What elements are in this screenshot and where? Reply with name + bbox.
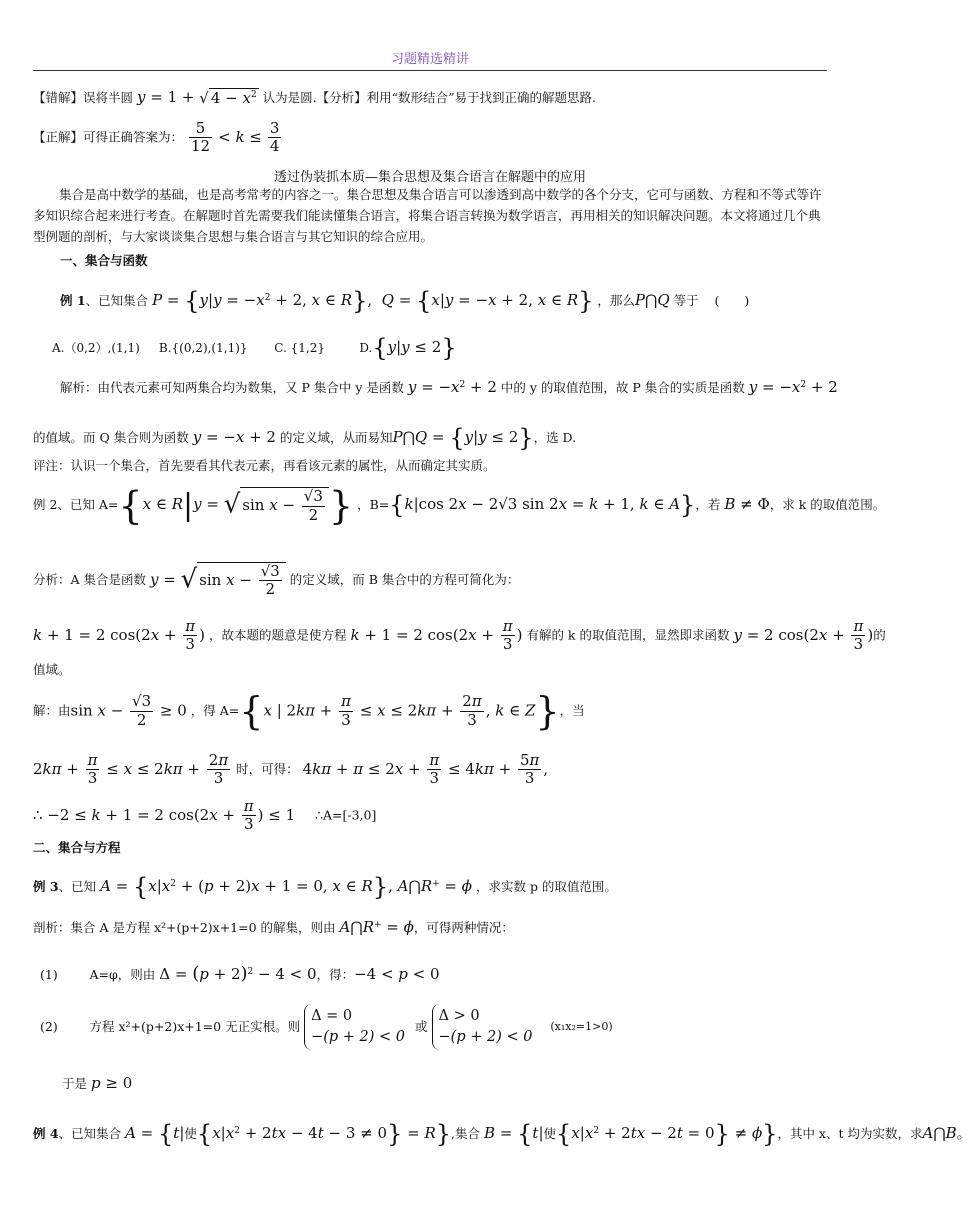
example-2-sol-2: ，得 A= [190, 702, 240, 718]
example-2-result: ∴A=[-3,0] [315, 807, 377, 823]
correct-label: 【正解】 [33, 129, 84, 145]
case-system-1: Δ = 0 −(p + 2) < 0 [304, 1004, 411, 1050]
wrong-solution-line: 【错解】误将半圆 y = 1 + √ $4 - x^2$ 认为是圆.【分析】利用“数形结合”易于找到正确的解题思路. [33, 88, 596, 107]
example-1-statement: 例 1、已知集合 $P = \{y|y = -x^2 + 2$, x ∈ R}, Q = {x|y = −x + 2, x ∈ R} ，那么P⋂Q 等于 ( ) [60, 287, 750, 315]
sqrt-expression: √ $4 - x^2$ [199, 88, 257, 107]
example-2-solution-3: ∴ −2 ≤ k + 1 = 2 cos(2x + $\frac{\pi}{3}$ ) ≤ 1 ∴A=[-3,0] [33, 797, 377, 834]
analysis-part-5: ，选 D. [533, 430, 577, 446]
example-4-statement: 例 4、已知集合 A = {t|使$\{x|x^2 + 2tx - 4t - 3 \ne 0\} = R$},集合 B = {t|使$\{x|x^2 + 2tx - 2t = 0\} \ne \phi$}，其中 x、t 均为实数，求A⋂B。 [33, 1120, 972, 1148]
example-3-analysis: 剖析：集合 A 是方程 x²+(p+2)x+1=0 的解集，则由 A⋂R+ = ϕ，可得两种情况： [33, 918, 514, 936]
example-2-sol-1: 解：由 [33, 702, 71, 718]
example-3-label: 例 3 [33, 879, 59, 895]
example-1-label: 例 1 [60, 293, 86, 309]
example-4-label: 例 4 [33, 1126, 59, 1142]
example-4-lead: 、已知集合 [58, 1126, 122, 1142]
example-1-analysis-2: 的值域。而 Q 集合则为函数 y = −x + 2 的定义域，从而易知P⋂Q = {y|y ≤ 2}，选 D. [33, 424, 577, 452]
semicircle-formula: y [137, 88, 146, 106]
option-a: A.（0,2）,(1,1) [52, 341, 140, 356]
example-4-shi-1: 使 [184, 1126, 197, 1142]
example-2-solution-1: 解：由sin x − $\frac{√3}{2}$ ≥ 0 ，得 A={x | 2kπ + $\frac{\pi}{3}$ ≤ x ≤ 2kπ + $\frac{2\pi}{3}$ , k ∈ Z}，当 [33, 689, 585, 733]
example-3-case-1: (1) A=φ，则由 $\Delta = (p + 2)^2 - 4 < 0$，得：−4 < p < 0 [40, 963, 440, 984]
wrong-text: 误将半圆 [83, 90, 134, 105]
example-2-analysis-2: k + 1 = 2 cos(2x + $\frac{\pi}{3}$ ) ，故本题的题意是使方程 k + 1 = 2 cos(2x + $\frac{\pi}{3}$ ) 有解的 k 的取值范围，显然即求函数 y = 2 cos(2x + $\frac{\pi}{3}$ )的 [33, 617, 886, 654]
header-rule [33, 70, 827, 71]
case-system-2: Δ > 0 −(p + 2) < 0 [432, 1004, 539, 1050]
example-4-shi-2: 使 [543, 1126, 557, 1142]
example-2-ana-4: 有解的 k 的取值范围，显然即求函数 [526, 627, 730, 643]
case-1-text: A=φ，则由 [89, 967, 156, 982]
correct-text: 可得正确答案为： [83, 129, 184, 145]
example-1-lead: 、已知集合 [85, 293, 149, 309]
example-4-mid: ,集合 [451, 1126, 481, 1142]
example-2-statement: 例 2、已知 A={x ∈ R|y = √ sin x − $\frac{√3}{2}$ } ，B={k|cos 2x − 2√3 sin 2x = k + 1, k ∈ A}，若 B ≠ Φ，求 k 的取值范围。 [33, 483, 886, 528]
article-title: 透过伪装抓本质—集合思想及集合语言在解题中的应用 [273, 170, 586, 185]
example-1-eq: 等于 [673, 293, 699, 309]
section-1-heading: 一、集合与函数 [60, 253, 148, 268]
case-1-number: (1) [40, 967, 58, 982]
example-2-b: ，B= [357, 497, 390, 512]
example-3-statement: 例 3、已知 $A = \{x|x^2 + (p + 2)x + 1 = 0$, x ∈ R}, A⋂R+ = ϕ ，求实数 p 的取值范围。 [33, 873, 617, 901]
example-2-tail-2: ，求 k 的取值范围。 [769, 497, 886, 512]
wrong-label: 【错解】 [33, 90, 84, 105]
page-header: 习题精选精讲 [390, 52, 469, 67]
option-d: D. [359, 341, 373, 356]
section-2-heading: 二、集合与方程 [33, 840, 121, 855]
example-2-sol-3: ，当 [559, 702, 585, 718]
case-or: 或 [415, 1018, 428, 1034]
example-3-conclusion: 于是 p ≥ 0 [62, 1074, 133, 1092]
example-3-ana-1: 剖析：集合 A 是方程 x²+(p+2)x+1=0 的解集，则由 [33, 920, 336, 935]
example-1-options: A.（0,2）,(1,1) B.{(0,2),(1,1)} C. {1,2} D.{y|y ≤ 2} [52, 334, 457, 362]
fraction-5-12: $\frac{5}{12}$ [191, 119, 211, 156]
example-1-comment: 评注：认识一个集合，首先要看其代表元素，再看该元素的属性，从而确定其实质。 [33, 458, 496, 473]
analysis-part-2: 中的 y 的取值范围，故 P 集合的实质是函数 [500, 380, 745, 395]
example-2-tail-1: ，若 [695, 497, 721, 512]
option-b: B.{(0,2),(1,1)} [158, 341, 248, 356]
analysis-part-4: 的定义域，从而易知 [279, 430, 393, 446]
example-1-tail: ，那么 [597, 293, 635, 309]
example-2-sol-4: 时，可得： [236, 761, 299, 777]
analysis-part-1: 解析：由代表元素可知两集合均为数集，又 P 集合中 y 是函数 [60, 380, 404, 395]
intro-paragraph: 集合是高中数学的基础，也是高考常考的内容之一。集合思想及集合语言可以渗透到高中数学的各个分支，它可与函数、方程和不等式等许多知识综合起来进行考查。在解题时首先需要我们能读懂集合语言，将集合语言转换为数学语言，再用相关的知识解决问题。本文将通过几个典型例题的剖析，与大家谈谈集合思想与集合语言与其它知识的综合应用。 [33, 187, 822, 244]
correct-solution-line: 【正解】可得正确答案为： $\frac{5}{12}$ < k ≤ $\frac{3}{4}$ [33, 119, 280, 156]
case-2-number: (2) [40, 1018, 58, 1034]
example-4-tail: ，其中 x、t 均为实数，求 [777, 1126, 923, 1142]
example-2-range-line: 值域。 [33, 662, 71, 677]
example-2-analysis-1: 分析：A 集合是函数 y = √ sin x − $\frac{√3}{2}$ 的定义域，而 B 集合中的方程可简化为： [33, 562, 520, 599]
analysis-text: 利用“数形结合”易于找到正确的解题思路. [366, 90, 596, 105]
example-3-tail: ，求实数 p 的取值范围。 [475, 879, 617, 895]
fraction-3-4: $\frac{3}{4}$ [269, 119, 280, 156]
example-2-ana-1: 分析：A 集合是函数 [33, 572, 147, 588]
wrong-text-2: 认为是圆. [262, 90, 317, 105]
example-3-case-2 [40, 1004, 613, 1050]
example-2-ana-3: ，故本题的题意是使方程 [208, 627, 347, 643]
example-2-solution-2: 2kπ + $\frac{\pi}{3}$ ≤ x ≤ 2kπ + $\frac{2\pi}{3}$ 时，可得： 4kπ + π ≤ 2x + $\frac{\pi}{3}$ ≤ 4kπ + $\frac{5\pi}{3}$ , [33, 751, 549, 788]
example-1-paren: ( ) [714, 293, 750, 309]
case-2-text: 方程 x²+(p+2)x+1=0 无正实根。则 [89, 1018, 301, 1034]
option-c: C. {1,2} [274, 341, 325, 356]
conclusion-label: 于是 [62, 1076, 88, 1091]
example-1-analysis-1: 解析：由代表元素可知两集合均为数集，又 P 集合中 y 是函数 $y = -x^2 + 2$ 中的 y 的取值范围，故 P 集合的实质是函数 $y = -x^2 + 2$ [60, 378, 838, 396]
case-note: (x₁x₂=1>0) [550, 1019, 613, 1033]
example-3-ana-2: ，可得两种情况： [413, 920, 514, 935]
example-2-ana-5: 的 [873, 627, 886, 643]
case-1-get: ，得： [316, 967, 355, 982]
analysis-label: 【分析】 [316, 90, 367, 105]
analysis-part-3: 的值域。而 Q 集合则为函数 [33, 430, 189, 446]
example-2-ana-2: 的定义域，而 B 集合中的方程可简化为： [289, 572, 520, 588]
example-2-lead: 例 2、已知 A= [33, 497, 119, 512]
example-3-lead: 、已知 [58, 879, 97, 895]
